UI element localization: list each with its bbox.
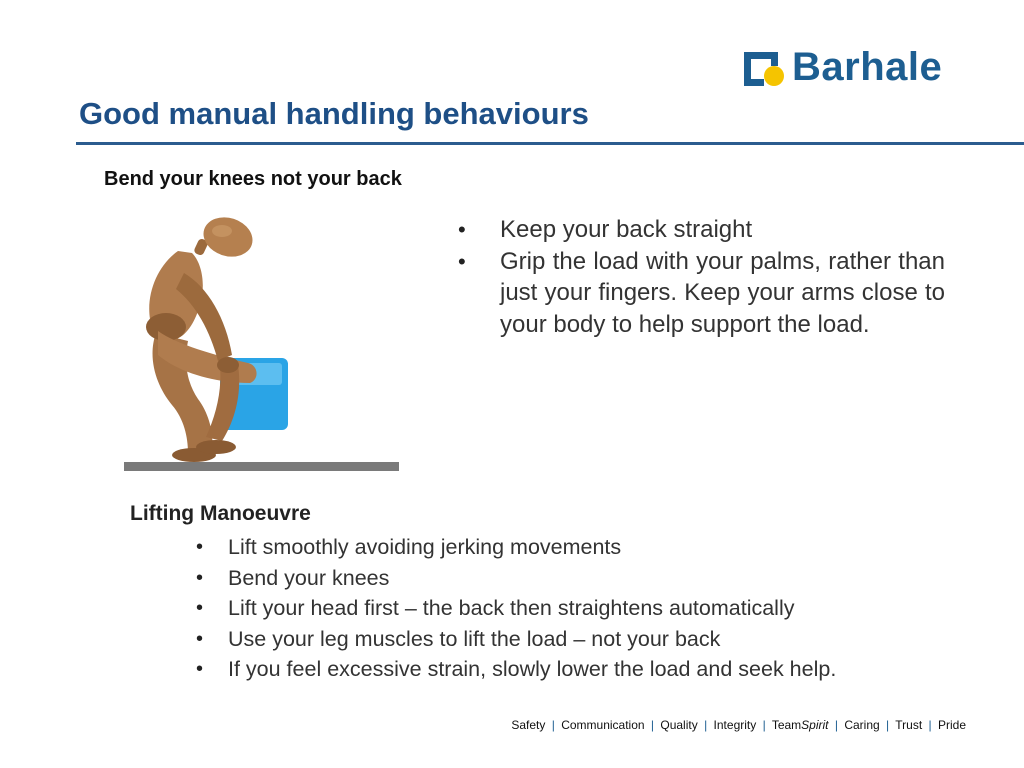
footer-value-trust: Trust — [895, 718, 923, 732]
footer-values — [511, 718, 966, 732]
slide-subtitle: Bend your knees not your back — [104, 168, 402, 190]
list-item: • Use your leg muscles to lift the load – not your back — [196, 624, 976, 655]
footer-value-teamspirit — [772, 718, 829, 732]
footer-value-safety: Safety — [511, 718, 546, 732]
list-item: • If you feel excessive strain, slowly lower the load and seek help. — [196, 654, 976, 685]
footer-separator: | — [928, 718, 932, 732]
lifting-heading: Lifting Manoeuvre — [130, 502, 311, 525]
list-item: • Lift your head first – the back then straightens automatically — [196, 593, 976, 624]
footer-value-integrity: Integrity — [713, 718, 757, 732]
footer-separator: | — [551, 718, 555, 732]
barhale-logo-text: Barhale — [792, 45, 943, 89]
slide-title: Good manual handling behaviours — [79, 96, 589, 131]
top-bullet-list — [458, 214, 945, 340]
list-item: • Lift smoothly avoiding jerking movements — [196, 532, 976, 563]
footer-separator: | — [886, 718, 890, 732]
footer-value-quality: Quality — [660, 718, 698, 732]
title-divider — [76, 142, 1024, 145]
barhale-logo-mark — [744, 52, 788, 86]
lifting-mannequin-illustration — [118, 215, 403, 477]
footer-value-pride: Pride — [937, 718, 966, 732]
footer-separator: | — [704, 718, 708, 732]
lifting-bullet-list — [196, 532, 976, 685]
list-item: • Keep your back straight — [458, 214, 945, 246]
floor-line — [124, 462, 399, 471]
footer-separator: | — [650, 718, 655, 732]
footer-separator: | — [834, 718, 838, 732]
footer-spirit-text: Spirit — [801, 718, 829, 732]
footer-value-communication: Communication — [561, 718, 645, 732]
list-item: • Bend your knees — [196, 563, 976, 594]
footer-value-caring: Caring — [844, 718, 880, 732]
footer-separator: | — [762, 718, 766, 732]
footer-team-text: Team — [771, 718, 802, 732]
list-item: • Grip the load with your palms, rather than just your fingers. Keep your arms close to your body to help support the load. — [458, 246, 945, 341]
